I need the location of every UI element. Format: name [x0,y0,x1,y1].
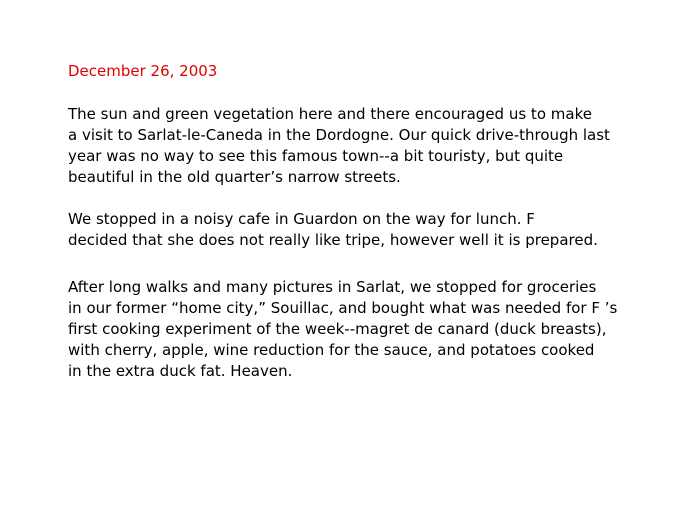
paragraph-line: year was no way to see this famous town--a bit touristy, but quite [68,147,564,165]
paragraph-line: first cooking experiment of the week--magret de canard (duck breasts), [68,320,607,338]
paragraph-sarlat-visit [68,104,693,188]
paragraph-line: beautiful in the old quarter’s narrow streets. [68,168,401,186]
paragraph-line: in the extra duck fat. Heaven. [68,362,293,380]
entry-date: December 26, 2003 [68,62,218,80]
paragraph-line: After long walks and many pictures in Sarlat, we stopped for groceries [68,278,597,296]
paragraph-line: with cherry, apple, wine reduction for the sauce, and potatoes cooked [68,341,595,359]
paragraph-line: decided that she does not really like tripe, however well it is prepared. [68,231,598,249]
paragraph-line: The sun and green vegetation here and there encouraged us to make [68,105,592,123]
paragraph-line: a visit to Sarlat-le-Caneda in the Dordogne. Our quick drive-through last [68,126,610,144]
paragraph-cooking [68,277,693,382]
paragraph-lunch [68,209,693,251]
paragraph-line: We stopped in a noisy cafe in Guardon on the way for lunch. F [68,210,535,228]
paragraph-line: in our former “home city,” Souillac, and bought what was needed for F ’s [68,299,618,317]
